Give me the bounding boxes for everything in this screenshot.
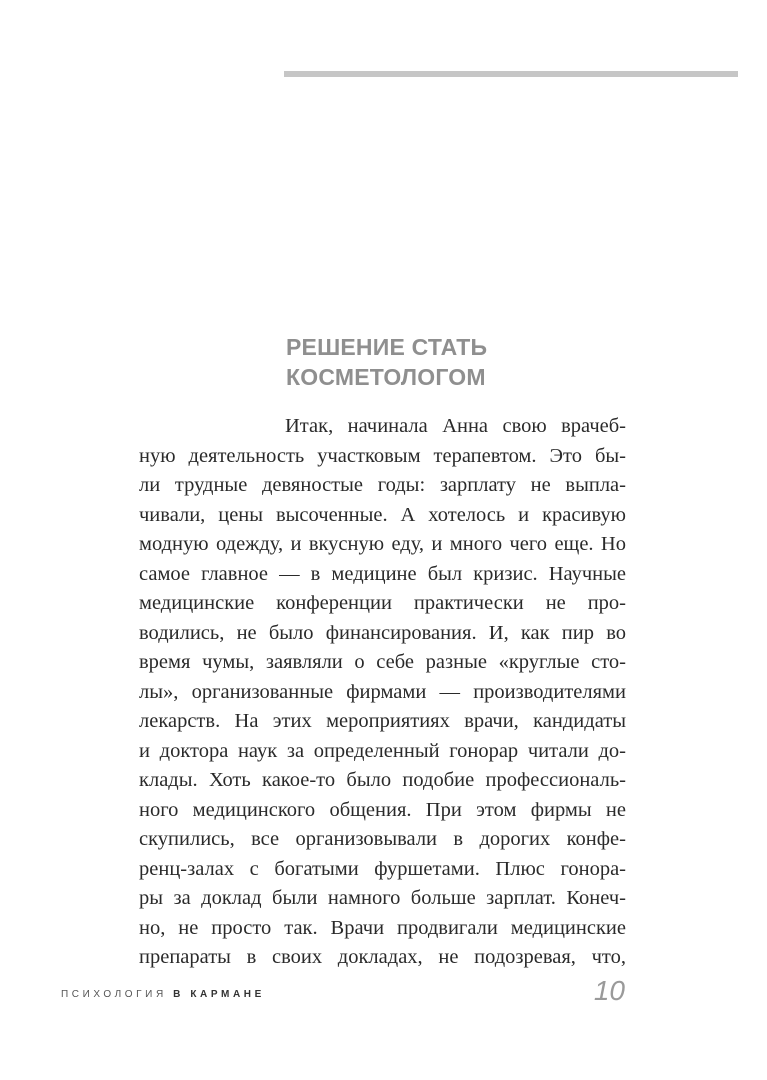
footer-series-name (61, 989, 265, 1000)
text-line: медицинские конференции практически не про- (139, 592, 626, 614)
text-line: скупились, все организовывали в дорогих конфе- (139, 828, 626, 850)
text-line: время чумы, заявляли о себе разные «круглые сто- (139, 651, 626, 673)
text-line: ного медицинского общения. При этом фирмы не (139, 798, 626, 821)
text-line: клады. Хоть какое-то было подобие профессиональ- (139, 769, 626, 791)
text-line: но, не просто так. Врачи продвигали медицинские (139, 916, 626, 939)
chapter-title-line-1: РЕШЕНИЕ СТАТЬ (286, 334, 488, 360)
chapter-title (286, 332, 646, 392)
text-line: препараты в своих докладах, не подозревая, что, (139, 946, 626, 968)
text-line: водились, не было финансирования. И, как пир во (139, 621, 626, 644)
text-line: лекарств. На этих мероприятиях врачи, кандидаты (139, 710, 626, 732)
text-line: ренц-залах с богатыми фуршетами. Плюс гонора- (139, 857, 626, 880)
text-line: Итак, начинала Анна свою врачеб- (285, 415, 626, 437)
text-line: модную одежду, и вкусную еду, и много чего еще. Но (139, 533, 626, 555)
chapter-title-line-2: КОСМЕТОЛОГОМ (286, 364, 486, 390)
text-line: и доктора наук за определенный гонорар читали до- (139, 739, 626, 762)
top-decorative-rule (284, 71, 738, 77)
series-name-regular: ПСИХОЛОГИЯ (61, 989, 167, 1000)
text-line: чивали, цены высоченные. А хотелось и красивую (139, 503, 626, 526)
page-number: 10 (593, 975, 625, 1006)
text-line: лы», организованные фирмами — производителями (139, 680, 626, 703)
series-name-bold: В КАРМАНЕ (173, 989, 265, 1000)
body-paragraph (139, 412, 626, 973)
text-line: ную деятельность участковым терапевтом. Это бы- (139, 444, 626, 467)
text-line: ли трудные девяностые годы: зарплату не выпла- (139, 474, 626, 496)
text-line: самое главное — в медицине был кризис. Научные (139, 562, 626, 585)
text-line: ры за доклад были намного больше зарплат. Конеч- (139, 887, 626, 909)
